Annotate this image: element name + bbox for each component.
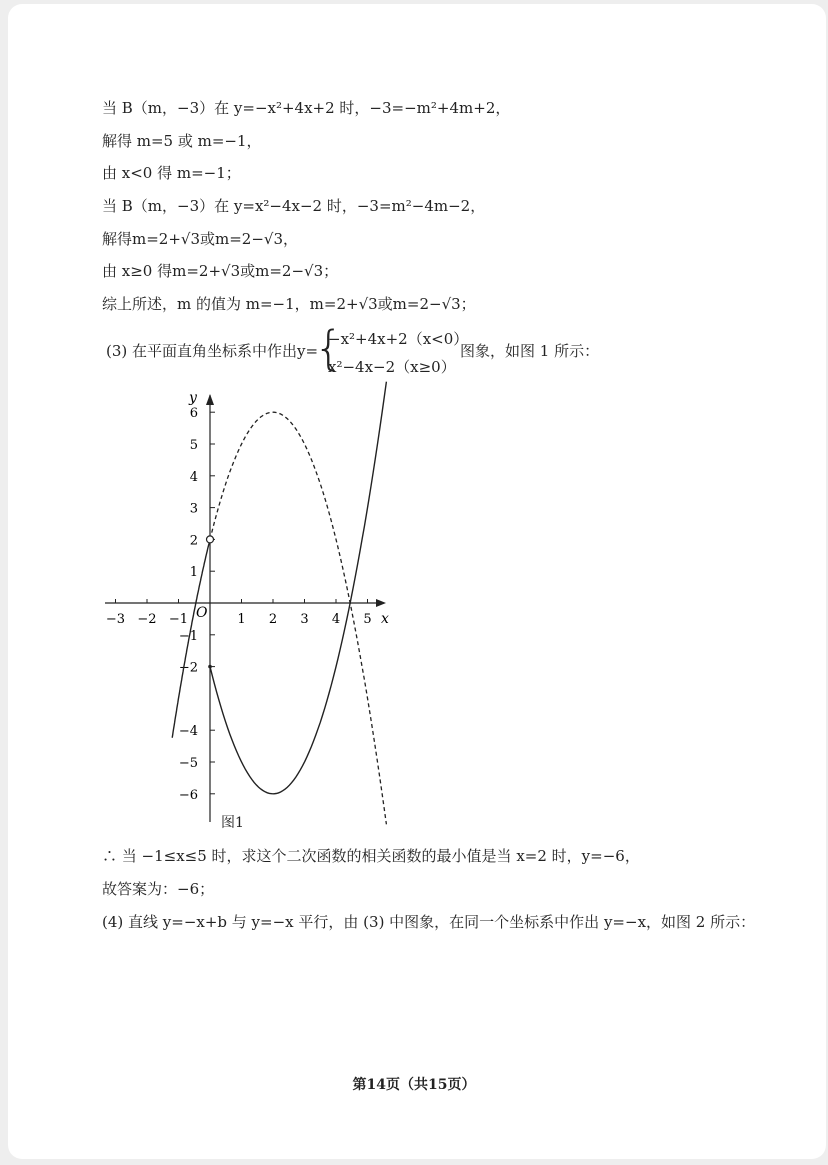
- y-tick-label: 3: [189, 501, 198, 517]
- x-tick-label: −1: [168, 612, 189, 627]
- origin-label: O: [196, 605, 208, 621]
- text-line: ∴ 当 −1≤x≤5 时，求这个二次函数的相关函数的最小值是当 x=2 时，y=−6，: [102, 847, 640, 865]
- y-tick-label: −6: [178, 787, 198, 803]
- x-tick-label: 2: [268, 612, 278, 627]
- y-tick-label: 1: [189, 565, 198, 581]
- piecewise-case-2: x²−4x−2（x≥0）: [328, 358, 456, 376]
- part3-lead: (3) 在平面直角坐标系中作出y=: [106, 342, 319, 360]
- text-line: (4) 直线 y=−x+b 与 y=−x 平行，由 (3) 中图象，在同一个坐标系中作出 y=−x，如图 2 所示：: [102, 913, 756, 931]
- piecewise-brace: {: [314, 321, 344, 375]
- x-tick-label: 3: [300, 612, 309, 627]
- y-tick-label: −2: [178, 660, 198, 676]
- text-line: 由 x≥0 得m=2+√3或m=2−√3；: [102, 262, 339, 280]
- y-tick-label: −1: [178, 628, 198, 644]
- text-line: 当 B（m，−3）在 y=x²−4x−2 时，−3=m²−4m−2，: [102, 197, 486, 215]
- y-tick-label: 6: [189, 406, 198, 422]
- x-tick-label: −2: [137, 612, 157, 627]
- text-line: 解得m=2+√3或m=2−√3，: [102, 230, 299, 248]
- piecewise-case-1: −x²+4x+2（x<0）: [328, 330, 469, 348]
- x-tick-label: 1: [237, 612, 246, 627]
- page-number: 第14页（共15页）: [352, 1077, 476, 1093]
- text-line: 解得 m=5 或 m=−1，: [102, 132, 262, 150]
- text-line: 由 x<0 得 m=−1；: [102, 164, 241, 182]
- y-tick-label: 2: [189, 533, 198, 549]
- x-axis-label: x: [381, 611, 389, 627]
- x-tick-label: 4: [331, 612, 341, 627]
- text-line: 综上所述，m 的值为 m=−1，m=2+√3或m=2−√3；: [102, 295, 476, 313]
- x-tick-label: 5: [363, 612, 372, 627]
- text-line: 故答案为：−6；: [102, 880, 215, 898]
- text-line: 当 B（m，−3）在 y=−x²+4x+2 时，−3=−m²+4m+2，: [102, 99, 511, 117]
- y-tick-label: 5: [189, 438, 198, 453]
- y-tick-label: 4: [189, 469, 198, 485]
- y-tick-label: −5: [178, 756, 198, 771]
- figure-caption: 图1: [221, 815, 244, 831]
- part3-tail: 图象，如图 1 所示：: [460, 342, 600, 360]
- y-tick-label: −4: [178, 724, 198, 740]
- y-axis-label: y: [189, 390, 197, 406]
- x-tick-label: −3: [105, 612, 126, 627]
